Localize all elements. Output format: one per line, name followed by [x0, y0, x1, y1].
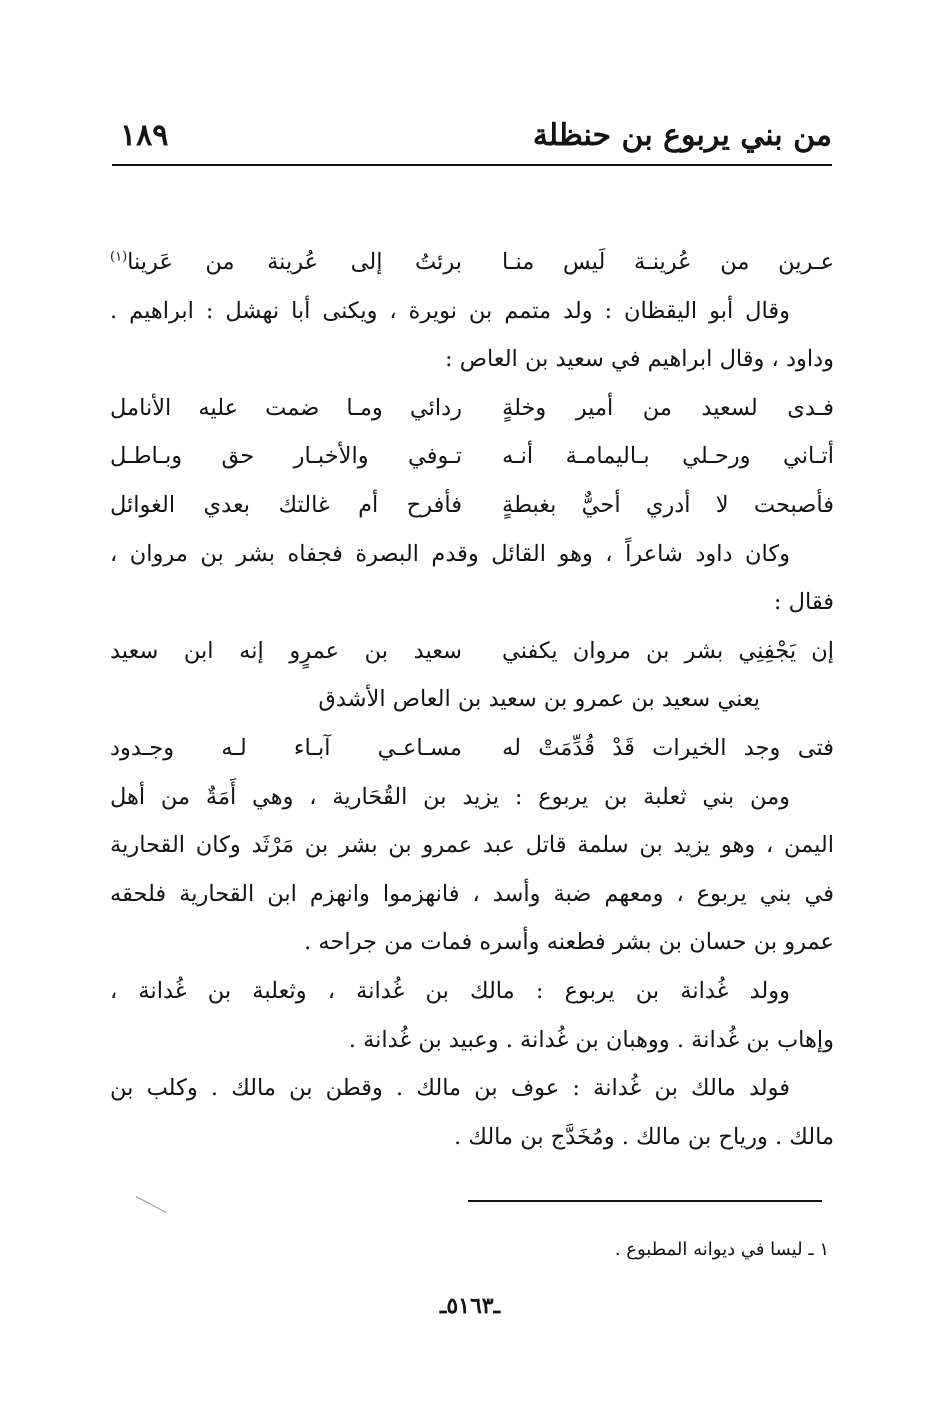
prose-line: ومن بني ثعلبة بن يربوع : يزيد بن القُحَارية ، وهي أَمَةٌ من أهل	[110, 783, 790, 810]
page-number: ١٨٩	[120, 118, 169, 153]
verse-line	[110, 238, 834, 287]
verse-second-hemistich: تـوفي والأخبـار حق وبـاطـل	[110, 443, 462, 470]
verse-second-hemistich: سعيد بن عمرٍو إنه ابن سعيد	[110, 637, 462, 664]
verse-second-hemistich-text: برئتُ إلى عُرينة من عَرينا	[127, 249, 462, 275]
header-rule	[112, 164, 832, 166]
verse-line	[110, 432, 834, 481]
folio-number: ـ٥١٦٣ـ	[439, 1293, 501, 1319]
verse-second-hemistich: فأفرح أم غالتك بعدي الغوائل	[110, 491, 462, 518]
running-title: من بني يربوع بن حنظلة	[532, 118, 832, 153]
prose-line: اليمن ، وهو يزيد بن سلمة قاتل عبد عمرو بن بشر بن مَرْثَد وكان القحارية	[110, 832, 834, 859]
prose-line: وقال أبو اليقظان : ولد متمم بن نويرة ، ويكنى أبا نهشل : ابراهيم .	[110, 297, 790, 324]
footnote-marker: (١)	[110, 249, 128, 265]
page-header	[112, 112, 832, 162]
verse-second-hemistich	[110, 238, 462, 287]
footnote: ١ ـ ليسا في ديوانه المطبوع .	[614, 1239, 829, 1260]
verse-first-hemistich: فأصبحت لا أدري أحيٌّ بغبطةٍ	[502, 491, 834, 518]
prose-line: عمرو بن حسان بن بشر فطعنه وأسره فمات من جراحه .	[304, 929, 834, 956]
body-text	[110, 238, 834, 1161]
verse-line	[110, 627, 834, 676]
prose-line: وداود ، وقال ابراهيم في سعيد بن العاص :	[445, 346, 834, 373]
verse-line	[110, 384, 834, 433]
verse-first-hemistich: أتـاني ورحـلي بـاليمامـة أنـه	[502, 443, 834, 470]
prose-line: مالك . ورياح بن مالك . ومُخَدَّج بن مالك .	[454, 1123, 834, 1150]
verse-first-hemistich: عـرين من عُرينـة لَيس منـا	[502, 249, 834, 275]
prose-line: وكان داود شاعراً ، وهو القائل وقدم البصرة فجفاه بشر بن مروان ،	[110, 540, 790, 567]
scan-mark	[136, 1196, 166, 1213]
prose-line: وإهاب بن غُدانة . ووهبان بن غُدانة . وعبيد بن غُدانة .	[348, 1026, 834, 1053]
verse-second-hemistich: ردائي ومـا ضمت عليه الأنامل	[110, 394, 462, 421]
prose-line: فولد مالك بن غُدانة : عوف بن مالك . وقطن بن مالك . وكلب بن	[110, 1075, 790, 1102]
prose-line: فقال :	[773, 589, 834, 616]
verse-line	[110, 724, 834, 773]
verse-first-hemistich: فـدى لسعيد من أمير وخلةٍ	[502, 394, 834, 421]
verse-line	[110, 481, 834, 530]
prose-line: يعني سعيد بن عمرو بن سعيد بن العاص الأشدق	[318, 686, 760, 713]
prose-line: في بني يربوع ، ومعهم ضبة وأسد ، فانهزموا وانهزم ابن القحارية فلحقه	[110, 880, 834, 907]
footnote-rule	[468, 1200, 822, 1202]
prose-line: وولد غُدانة بن يربوع : مالك بن غُدانة ، وثعلبة بن غُدانة ،	[110, 977, 790, 1004]
verse-first-hemistich: فتى وجد الخيرات قَدْ قُدِّمَتْ له	[502, 734, 834, 761]
verse-first-hemistich: إن يَجْفِنِي بشر بن مروان يكفني	[502, 637, 834, 664]
verse-second-hemistich: مسـاعـي آبـاء لـه وجـدود	[110, 734, 462, 761]
